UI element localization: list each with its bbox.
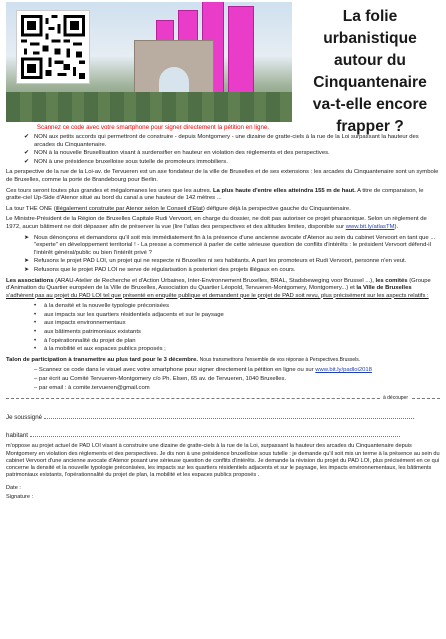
demand-item: ➤ Refusons le projet PAD LOI, un projet qui ne respecte ni Bruxelles ni ses habitants. A part les promoteurs et Rudi Vervoort, personne n'en veut. — [24, 258, 440, 266]
towers-paragraph — [6, 188, 440, 203]
check-item: ✔ NON à la nouvelle Bruxellisation visant à surdensifier en hauteur en violation des règlements et des perspectives. — [24, 150, 440, 158]
the-one-text: La tour THE ONE ( — [6, 205, 56, 212]
check-item: ✔ NON aux petits accords qui permettront de construire - depuis Montgomery - une dizaine de gratte-ciels à la rue de la Loi surpassant la hauteur des arcades du Cinquantenaire. — [24, 134, 440, 149]
aspect-item: • aux impacts sur les quartiers résidentiels adjacents et sur le paysage — [34, 312, 440, 320]
conseil-etat-ref: illégalement construite par Atenor selon le Conseil d'Etat — [55, 205, 203, 212]
method-item: – Scannez ce code dans le visuel avec votre smartphone pour signer directement la pétition en ligne ou sur www.bit.ly/padloi2018 — [34, 367, 372, 374]
online-petition-link[interactable]: www.bit.ly/padloi2018 — [315, 367, 372, 374]
page-title: La folie urbanistique autour du Cinquantenaire va-t-elle encore frapper ? — [312, 8, 428, 135]
aspect-item: • à la densité et la nouvelle typologie préconisées — [34, 303, 440, 311]
habitant-input[interactable] — [30, 431, 400, 437]
associations-request: s'adhèrent pas au projet du PAD LOI tel que présenté en enquête publique et demandent que le projet de PAD soit revu, plus précisément sur les aspects relatifs : — [6, 292, 429, 299]
minister-paragraph — [6, 216, 440, 231]
towers-text: Ces tours seront toutes plus grandes et mégalomanes les unes que les autres. — [6, 187, 212, 194]
comites-lead: les comités — [375, 277, 408, 284]
signature-field[interactable] — [6, 493, 440, 502]
check-item: ✔ NON à une présidence bruxelloise sous tutelle de promoteurs immobiliers. — [24, 159, 440, 167]
aspect-item: • aux bâtiments patrimoniaux existants — [34, 329, 440, 337]
demands-list — [6, 235, 440, 275]
cinquantenaire-illustration — [6, 2, 292, 122]
minister-text-end: ). — [394, 223, 399, 230]
perspective-paragraph: La perspective de la rue de la Loi-av. de Tervueren est un axe fondateur de la ville de Bruxelles et de ses extensions : les arcades du Cinquantenaire sont un symbole de Bruxelles, comme la porte de Brandebourg pour Berlin. — [6, 169, 439, 183]
associations-list: (ARAU-Atelier de Recherche et d'Action Urbaines, Inter-Environnement Bruxelles, BRAL, Stadsbeweging voor Brussel ...), — [53, 277, 376, 284]
method-text: Scannez ce code dans le visuel avec votre smartphone pour signer directement la pétition en ligne ou sur — [38, 367, 316, 374]
method-email[interactable]: par email : à comite.tervueren@gmail.com — [38, 384, 150, 391]
date-label: Date : — [6, 485, 21, 492]
the-one-paragraph — [6, 206, 440, 214]
talon-note: Nous transmettrons l'ensemble de vos réponse à Perspectives.Brussels. — [199, 356, 361, 363]
aspect-item: • à la mobilité et aux espaces publics proposés ; — [34, 346, 440, 354]
the-one-text-end: ) défigure déjà la perspective gauche du Cinquantenaire. — [202, 205, 351, 212]
signature-label: Signature : — [6, 494, 34, 501]
signature-block — [6, 484, 440, 502]
comites-list: (Groupe d'Animation du Quartier européen de la Ville de Bruxelles, Association du Quartier Léopold, Tervueren-Montgomery, Montgomery...) et — [6, 277, 431, 292]
associations-paragraph — [6, 278, 440, 301]
scan-notice: Scannez ce code avec votre smartphone pour signer directement la pétition en ligne. — [36, 124, 270, 131]
towers-comparison: A titre de comparaison, le gratte-ciel Up-Side d'Atenor situé au bord du canal a une hauteur de 142 mètres ... — [6, 187, 424, 202]
soussigne-field — [6, 413, 440, 422]
method-item: – par email : à comite.tervueren@gmail.com — [34, 384, 150, 391]
ville-lead: la Ville de Bruxelles — [356, 285, 412, 292]
cut-line — [6, 395, 440, 404]
method-text: par écrit au Comité Tervueren-Montgomery c/o Ph. Elsen, 65 av. de Tervueren, 1040 Bruxelles. — [38, 376, 287, 383]
soussigne-input[interactable] — [44, 413, 414, 419]
soussigne-label: Je soussigné — [6, 414, 43, 422]
declaration-text: m'oppose au projet actuel de PAD LOI visant à construire une dizaine de gratte-ciels à la rue de la Loi, surpassant la hauteur des arcades du Cinquantenaire depuis Montgomery en violation des règlements et des perspectives. Je dis non à une présidence bruxelloise sous tutelle : je demande qu'il soit mis un terme à la présence au sein du cabinet Vervoort d'une ancienne avocate d'Atenor posant une sérieuse question de conflits d'intérêts. Je demande la révision du projet du PAD LOI, plus précisément en ce qui concerne la densité et la nouvelle typologie préconisées, les impacts sur les quartiers résidentiels adjacents et sur le paysage, les impacts environnementaux, les bâtiments patrimoniaux existants, l'opérationnalité du projet de plan, la mobilité et les espaces publics proposés . — [6, 443, 440, 479]
aspects-list — [6, 303, 440, 354]
towers-height: La plus haute d'entre elles atteindra 155 m de haut. — [212, 187, 356, 194]
tower-shape — [228, 6, 254, 94]
habitant-field — [6, 431, 440, 440]
intro-checklist — [6, 134, 440, 166]
atlas-link[interactable]: www.bit.ly/atlasTM — [345, 223, 395, 230]
talon-methods — [6, 367, 440, 392]
cut-label: à découper — [382, 395, 408, 402]
trees-shape — [6, 92, 292, 122]
aspect-item: • aux impacts environnementaux — [34, 320, 440, 328]
date-field[interactable] — [6, 484, 440, 493]
method-item: – par écrit au Comité Tervueren-Montgomery c/o Ph. Elsen, 65 av. de Tervueren, 1040 Bruxelles. — [34, 376, 287, 383]
minister-text: Le Ministre-Président de la Région de Bruxelles Capitale Rudi Vervoort, en charge du dossier, ne doit pas autoriser ce projet pharaonique. Selon un règlement de 1972, aucun bâtiment ne doit dépasser afin de préserver la vue (lire l'atlas des perspectives et des altitudes limites, disponible sur — [6, 216, 427, 230]
aspect-item: • à l'opérationnalité du projet de plan — [34, 338, 440, 346]
demand-item: ➤ Refusons que le projet PAD LOI ne serve de régularisation à posteriori des projets illégaux en cours. — [24, 267, 440, 275]
associations-lead: Les associations — [6, 277, 54, 284]
demand-item: ➤ Nous dénonçons et demandons qu'il soit mis immédiatement fin à la présence d'une ancienne avocate d'Atenor au sein du cabinet Vervoort en tant que ... "experte" en développement territorial ! - La presse a commencé à parler de cette sérieuse question de conflits d'intérêts : le président Vervoort défend-il l'intérêt général/public ou bien l'intérêt privé ? — [24, 235, 440, 258]
main-content — [6, 133, 440, 502]
qr-code[interactable] — [16, 10, 90, 84]
talon-title: Talon de participation à transmettre au plus tard pour le 3 décembre. — [6, 356, 199, 363]
habitant-label: habitant — [6, 431, 29, 439]
talon-heading — [6, 357, 440, 365]
